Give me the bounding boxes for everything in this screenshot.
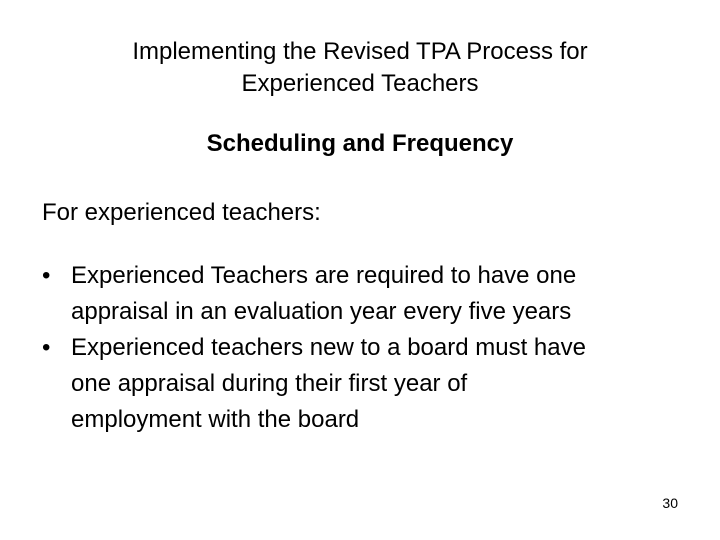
bullet-1-line-2: appraisal in an evaluation year every five years bbox=[71, 298, 572, 325]
bullet-2-line-3: employment with the board bbox=[71, 406, 360, 433]
page-number: 30 bbox=[662, 495, 678, 511]
bullet-dot: • bbox=[42, 334, 51, 361]
slide-title-line-1: Implementing the Revised TPA Process for bbox=[132, 38, 588, 65]
bullet-item-1 bbox=[42, 258, 692, 330]
bullet-1-line-1: Experienced Teachers are required to have one bbox=[71, 262, 577, 289]
slide-title-line-2: Experienced Teachers bbox=[241, 70, 479, 97]
intro-text: For experienced teachers: bbox=[42, 199, 321, 226]
bullet-2-line-2: one appraisal during their first year of bbox=[71, 370, 468, 397]
bullet-list bbox=[42, 258, 692, 438]
slide-subtitle: Scheduling and Frequency bbox=[206, 130, 514, 157]
bullet-item-2 bbox=[42, 330, 692, 438]
bullet-dot: • bbox=[42, 262, 51, 289]
slide-title bbox=[60, 36, 660, 100]
bullet-2-line-1: Experienced teachers new to a board must have bbox=[71, 334, 586, 361]
